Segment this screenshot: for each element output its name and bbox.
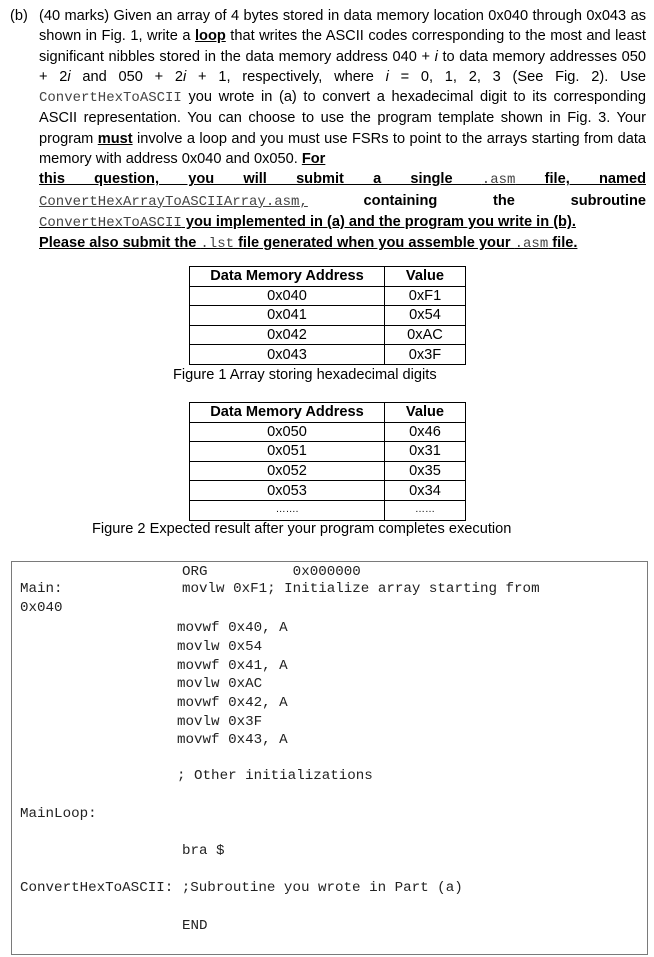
var-i: i bbox=[385, 68, 389, 85]
text-segment: = 0, 1, 2, 3 (See Fig. 2). Use bbox=[388, 68, 646, 85]
figure2-caption: Figure 2 Expected result after your program completes execution bbox=[92, 521, 512, 537]
text-segment: file, named bbox=[515, 171, 646, 188]
code-end: END bbox=[182, 918, 208, 934]
address-cell: 0x043 bbox=[190, 345, 385, 365]
question-body bbox=[39, 6, 646, 255]
loop-emphasis: loop bbox=[194, 28, 226, 45]
code-org: ORG 0x000000 bbox=[182, 564, 361, 580]
text-segment: + 1, respectively, where bbox=[186, 68, 386, 85]
code-instr: movwf 0x42, A bbox=[177, 695, 288, 711]
code-instr: movwf 0x41, A bbox=[177, 658, 288, 674]
code-main-addr: 0x040 bbox=[20, 600, 63, 616]
table-row bbox=[190, 442, 466, 462]
var-i: i bbox=[434, 48, 438, 65]
table-row bbox=[190, 286, 466, 306]
var-i: i bbox=[67, 68, 71, 85]
figure1-caption: Figure 1 Array storing hexadecimal digits bbox=[173, 367, 437, 383]
submit-line-3 bbox=[39, 212, 646, 233]
text-segment: you wrote in (a) to convert a hexadecimal digit to its corresponding ASCII representation. You can choose to use the program template shown in Fig. 3. Your program bbox=[39, 89, 646, 147]
address-cell: 0x042 bbox=[190, 325, 385, 345]
ellipsis-cell: …… bbox=[385, 500, 466, 520]
file-name: ConvertHexArrayToASCIIArray.asm, bbox=[39, 193, 308, 210]
lst-extension: .lst bbox=[200, 236, 235, 253]
code-mainloop-label: MainLoop: bbox=[20, 806, 97, 822]
for-emphasis: For bbox=[301, 151, 326, 168]
must-emphasis: must bbox=[97, 130, 133, 147]
table-row bbox=[190, 325, 466, 345]
code-main-instr: movlw 0xF1; Initialize array starting from bbox=[182, 581, 540, 597]
code-template-box bbox=[11, 561, 648, 955]
text-segment: to data memory addresses 050 + 2 bbox=[39, 48, 646, 85]
address-cell: 0x050 bbox=[190, 422, 385, 442]
text-segment: you implemented in (a) and the program you write in (b). bbox=[181, 213, 576, 230]
address-cell: 0x040 bbox=[190, 286, 385, 306]
figure1-table bbox=[189, 266, 466, 365]
table-row bbox=[190, 461, 466, 481]
text-segment: Please also submit the bbox=[39, 235, 201, 252]
submit-line-1 bbox=[39, 169, 646, 190]
function-name: ConvertHexToASCII bbox=[39, 214, 182, 231]
function-name: ConvertHexToASCII bbox=[39, 90, 182, 107]
text-segment: file generated when you assemble your bbox=[234, 235, 515, 252]
address-cell: 0x051 bbox=[190, 442, 385, 462]
asm-extension: .asm bbox=[514, 236, 549, 253]
address-cell: 0x052 bbox=[190, 461, 385, 481]
code-instr: movwf 0x40, A bbox=[177, 620, 288, 636]
table-row bbox=[190, 422, 466, 442]
code-subroutine-label: ConvertHexToASCII: ;Subroutine you wrote in Part (a) bbox=[20, 880, 463, 896]
text-segment: file. bbox=[548, 235, 578, 252]
value-cell: 0x46 bbox=[385, 422, 466, 442]
value-cell: 0x34 bbox=[385, 481, 466, 501]
table-row bbox=[190, 306, 466, 326]
question-label: (b) bbox=[10, 8, 28, 24]
address-cell: 0x041 bbox=[190, 306, 385, 326]
table-header-row bbox=[190, 403, 466, 423]
code-instr: movlw 0x54 bbox=[177, 639, 263, 655]
column-header: Data Memory Address bbox=[190, 403, 385, 423]
value-cell: 0x3F bbox=[385, 345, 466, 365]
marks: (40 marks) bbox=[39, 8, 110, 24]
column-header: Value bbox=[385, 403, 466, 423]
table-row bbox=[190, 345, 466, 365]
column-header: Data Memory Address bbox=[190, 267, 385, 287]
asm-extension: .asm bbox=[481, 172, 516, 189]
text-segment: that writes the ASCII codes corresponding to the most and least significant nibbles stored in the data memory address 040 + bbox=[39, 28, 646, 65]
text-segment: this question, you will submit a single bbox=[39, 171, 482, 188]
code-comment: ; Other initializations bbox=[177, 768, 373, 784]
table-row-ellipsis bbox=[190, 500, 466, 520]
value-cell: 0xF1 bbox=[385, 286, 466, 306]
value-cell: 0x31 bbox=[385, 442, 466, 462]
code-main-label: Main: bbox=[20, 581, 63, 597]
submit-line-4 bbox=[39, 233, 646, 254]
code-instr: movwf 0x43, A bbox=[177, 732, 288, 748]
text-segment: involve a loop and you must use FSRs to point to the arrays starting from data memory with address 0x040 and 0x050. bbox=[39, 130, 646, 168]
table-header-row bbox=[190, 267, 466, 287]
code-bra: bra $ bbox=[182, 843, 225, 859]
code-instr: movlw 0x3F bbox=[177, 714, 263, 730]
figure2-table bbox=[189, 402, 466, 521]
text-segment: containing the subroutine bbox=[307, 192, 646, 209]
submit-line-2 bbox=[39, 191, 646, 212]
table-row bbox=[190, 481, 466, 501]
var-i: i bbox=[183, 68, 187, 85]
address-cell: 0x053 bbox=[190, 481, 385, 501]
ellipsis-cell: ……. bbox=[190, 500, 385, 520]
text-segment: and 050 + 2 bbox=[70, 68, 184, 85]
text-segment: Given an array of 4 bytes stored in data memory location 0x040 through 0x043 as shown in Fig. 1, write a bbox=[39, 8, 647, 45]
value-cell: 0x35 bbox=[385, 461, 466, 481]
value-cell: 0xAC bbox=[385, 325, 466, 345]
code-instr: movlw 0xAC bbox=[177, 676, 263, 692]
column-header: Value bbox=[385, 267, 466, 287]
value-cell: 0x54 bbox=[385, 306, 466, 326]
